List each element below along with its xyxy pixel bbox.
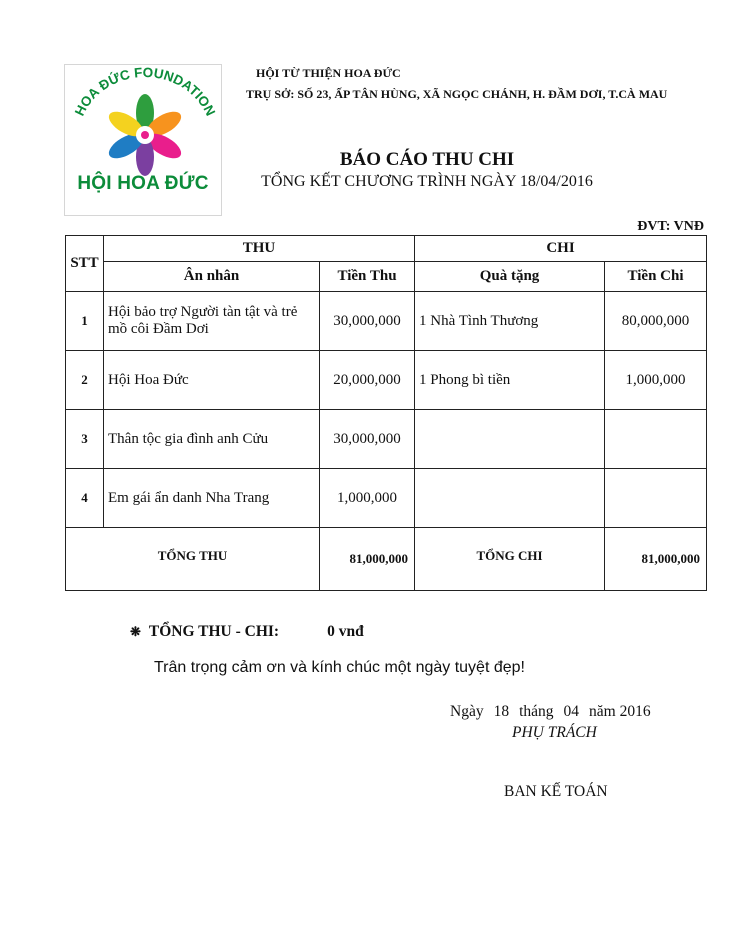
report-title: BÁO CÁO THU CHI [339,149,515,170]
header-income: Tiền Thu [320,262,415,292]
row-gift [415,410,605,469]
signature-date [450,703,651,721]
row-gift: 1 Nhà Tình Thương [415,292,605,351]
income-expense-table [65,235,707,591]
row-donor: Hội Hoa Đức [104,351,320,410]
row-donor: Em gái ẩn danh Nha Trang [104,469,320,528]
table-row [66,351,707,410]
balance-label: TỔNG THU - CHI: [148,623,280,640]
date-day-label: Ngày [450,703,484,720]
report-subtitle: TỔNG KẾT CHƯƠNG TRÌNH NGÀY 18/04/2016 [261,173,593,190]
row-income: 30,000,000 [320,410,415,469]
table-header-row-columns [66,262,707,292]
row-expense [605,469,707,528]
org-name: HỘI TỪ THIỆN HOA ĐỨC [256,66,401,80]
row-stt: 3 [66,410,104,469]
row-donor: Hội bảo trợ Người tàn tật và trẻ mồ côi Đầm Dơi [104,292,320,351]
table-row [66,410,707,469]
row-gift: 1 Phong bì tiền [415,351,605,410]
header-stt: STT [66,236,104,292]
date-day: 18 [493,703,510,720]
currency-unit: ĐVT: VNĐ [637,219,704,234]
row-expense [605,410,707,469]
row-gift [415,469,605,528]
row-stt: 4 [66,469,104,528]
date-year-label: năm [589,703,616,720]
totals-row [66,528,707,591]
header-gift: Quà tặng [415,262,605,292]
balance-value: 0 vnđ [327,623,364,640]
date-month-label: tháng [519,703,554,720]
total-income-label: TỔNG THU [66,528,320,591]
table-row [66,292,707,351]
signer-name: BAN KẾ TOÁN [504,783,608,800]
row-income: 20,000,000 [320,351,415,410]
row-stt: 1 [66,292,104,351]
row-expense: 80,000,000 [605,292,707,351]
signer-role: PHỤ TRÁCH [512,724,597,741]
table-header-row-groups [66,236,707,262]
thanks-message: Trân trọng cảm ơn và kính chúc một ngày tuyệt đẹp! [154,659,525,676]
row-expense: 1,000,000 [605,351,707,410]
header-donor: Ân nhân [104,262,320,292]
header-group-thu: THU [104,236,415,262]
balance-summary [130,623,364,641]
row-income: 1,000,000 [320,469,415,528]
row-donor: Thân tộc gia đình anh Cửu [104,410,320,469]
total-income-value: 81,000,000 [320,528,415,591]
row-income: 30,000,000 [320,292,415,351]
logo-arc-textpath: HOA ĐỨC FOUNDATION [71,65,219,119]
row-stt: 2 [66,351,104,410]
table-row [66,469,707,528]
date-year: 2016 [619,703,651,720]
org-address: TRỤ SỞ: SỐ 23, ẤP TÂN HÙNG, XÃ NGỌC CHÁNH, H. ĐẦM DƠI, T.CÀ MAU [246,87,668,101]
asterisk-bullet-icon: ❋ [130,624,141,639]
foundation-logo [64,64,222,216]
logo-bottom-text: HỘI HOA ĐỨC [77,173,209,194]
total-expense-value: 81,000,000 [605,528,707,591]
header-group-chi: CHI [415,236,707,262]
total-expense-label: TỔNG CHI [415,528,605,591]
date-month: 04 [563,703,580,720]
header-expense: Tiền Chi [605,262,707,292]
